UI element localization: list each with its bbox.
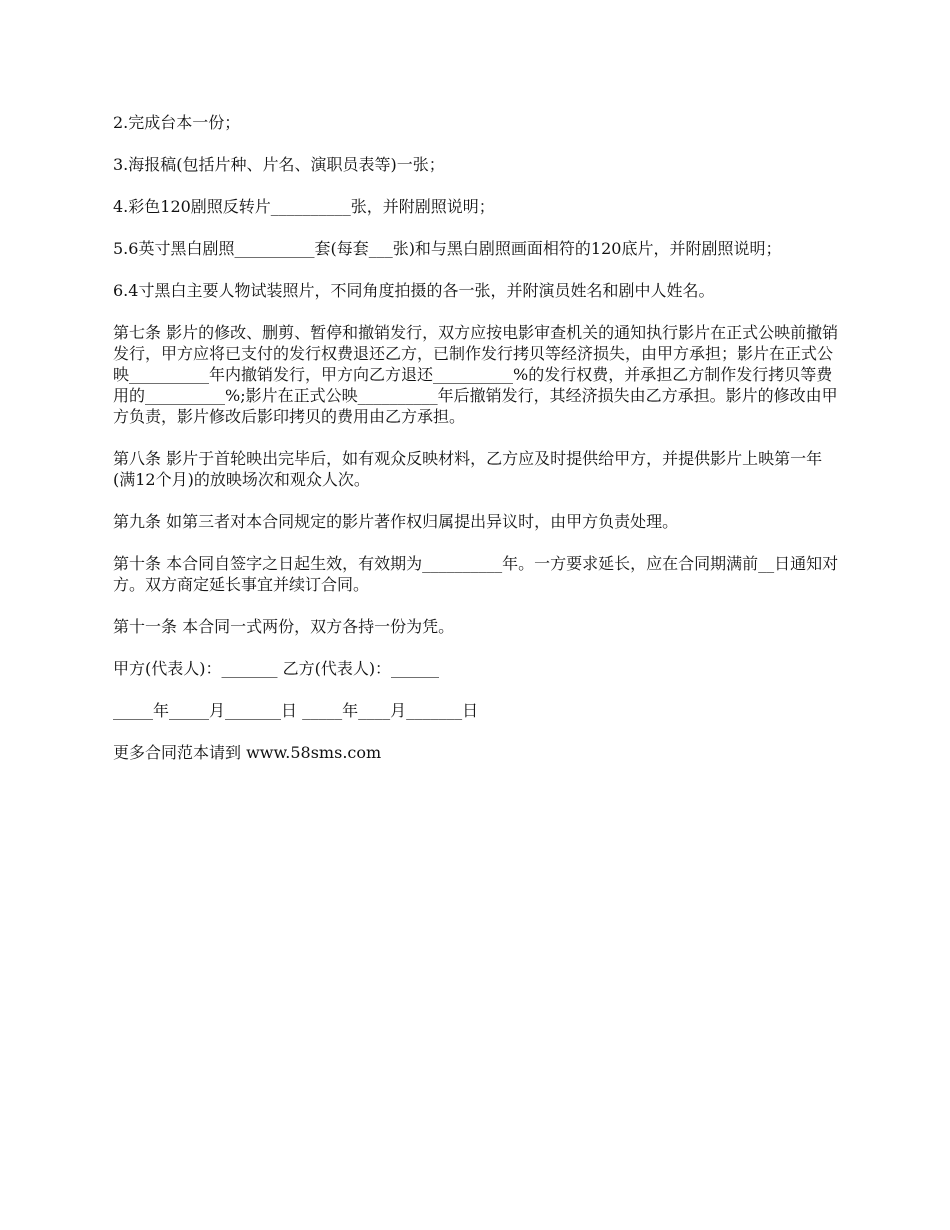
item-5-bw-stills: 5.6英寸黑白剧照__________套(每套___张)和与黑白剧照画面相符的120底片，并附剧照说明； <box>113 239 782 258</box>
article-9: 第九条 如第三者对本合同规定的影片著作权归属提出异议时，由甲方负责处理。 <box>113 512 679 531</box>
document-body <box>113 112 843 784</box>
article-10: 第十条 本合同自签字之日起生效，有效期为__________年。一方要求延长，应在合同期满前__日通知对方。双方商定延长事宜并续订合同。 <box>113 554 839 594</box>
article-11: 第十一条 本合同一式两份，双方各持一份为凭。 <box>113 617 455 636</box>
item-4-color-slides: 4.彩色120剧照反转片__________张，并附剧照说明； <box>113 197 495 216</box>
footer-link-text: 更多合同范本请到 www.58sms.com <box>113 743 382 762</box>
signature-line: 甲方(代表人)：_______ 乙方(代表人)：______ <box>113 659 440 678</box>
item-2-script: 2.完成台本一份； <box>113 113 241 132</box>
item-6-costume-photos: 6.4寸黑白主要人物试装照片，不同角度拍摄的各一张，并附演员姓名和剧中人姓名。 <box>113 281 715 300</box>
article-8: 第八条 影片于首轮映出完毕后，如有观众反映材料，乙方应及时提供给甲方，并提供影片上映第一年(满12个月)的放映场次和观众人次。 <box>113 449 823 489</box>
item-3-poster: 3.海报稿(包括片种、片名、演职员表等)一张； <box>113 155 445 174</box>
date-line: _____年_____月_______日 _____年____月_______日 <box>113 701 479 720</box>
article-7: 第七条 影片的修改、删剪、暂停和撤销发行，双方应按电影审查机关的通知执行影片在正式公映前撤销发行，甲方应将已支付的发行权费退还乙方，已制作发行拷贝等经济损失，由甲方承担；影片在正式公映__________年内撤销发行，甲方向乙方退还__________%的发行权费，并承担乙方制作发行拷贝等费用的__________%;影片在正式公映__________年后撤销发行，其经济损失由乙方承担。影片的修改由甲方负责，影片修改后影印拷贝的费用由乙方承担。 <box>113 323 839 426</box>
